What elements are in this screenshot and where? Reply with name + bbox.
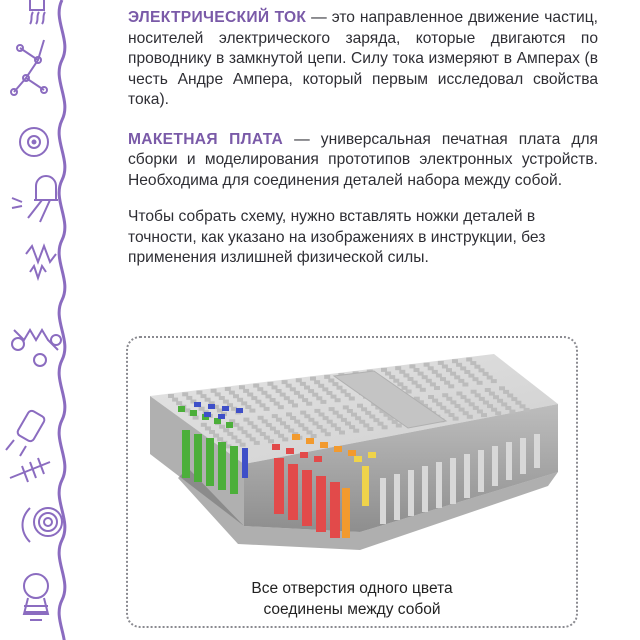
- board-hole: [471, 390, 477, 394]
- board-hole: [520, 404, 526, 408]
- board-hole: [201, 423, 207, 427]
- board-hole: [318, 384, 324, 388]
- board-hole: [436, 402, 442, 406]
- board-hole: [438, 361, 444, 365]
- board-hole: [249, 409, 255, 413]
- caption-line-2: соединены между собой: [263, 601, 441, 618]
- figure-caption: [128, 578, 576, 620]
- term-electric-current: ЭЛЕКТРИЧЕСКИЙ ТОК: [128, 9, 307, 26]
- board-hole: [219, 396, 225, 400]
- board-hole: [256, 428, 262, 432]
- board-hole: [304, 414, 310, 418]
- board-hole: [316, 396, 322, 400]
- board-hole: [436, 374, 442, 378]
- board-hole: [324, 375, 330, 379]
- board-hole: [333, 411, 339, 415]
- board-hole: [205, 426, 211, 430]
- board-hole: [363, 423, 369, 427]
- board-hole: [229, 391, 235, 395]
- board-hole: [307, 430, 313, 434]
- board-hole: [262, 419, 268, 423]
- board-hole: [389, 375, 395, 379]
- board-hole: [483, 372, 489, 376]
- board-hole: [359, 420, 365, 424]
- text-content: [128, 8, 598, 269]
- board-hole: [477, 410, 483, 414]
- board-hole: [396, 424, 402, 428]
- board-hole: [420, 388, 426, 392]
- board-hole: [515, 401, 521, 405]
- board-hole: [331, 423, 337, 427]
- board-hole: [257, 387, 263, 391]
- board-hole: [196, 391, 202, 395]
- board-hole: [253, 384, 259, 388]
- led-icon: [12, 176, 58, 222]
- board-hole: [258, 416, 264, 420]
- board-hole: [434, 386, 440, 390]
- board-hole: [341, 389, 347, 393]
- board-hole: [329, 407, 335, 411]
- board-hole: [217, 437, 223, 441]
- board-hole: [505, 406, 511, 410]
- board-hole: [403, 373, 409, 377]
- board-hole: [237, 398, 243, 402]
- board-hole: [223, 428, 229, 432]
- board-hole: [489, 392, 495, 396]
- board-hole: [369, 415, 375, 419]
- board-hole: [240, 443, 246, 447]
- board-hole: [373, 418, 379, 422]
- board-hole: [473, 377, 479, 381]
- resistor-small-icon: [10, 458, 50, 482]
- board-hole: [312, 393, 318, 397]
- board-hole: [270, 398, 276, 402]
- board-hole: [331, 395, 337, 399]
- board-hole: [274, 402, 280, 406]
- board-hole: [227, 432, 233, 436]
- board-hole: [493, 395, 499, 399]
- board-hole: [357, 404, 363, 408]
- board-hole: [337, 414, 343, 418]
- board-hole: [475, 393, 481, 397]
- board-hole: [236, 439, 242, 443]
- board-hole: [450, 400, 456, 404]
- board-hole: [272, 385, 278, 389]
- board-hole: [459, 408, 465, 412]
- board-hole: [361, 407, 367, 411]
- board-hole: [313, 421, 319, 425]
- paragraph-breadboard: [128, 130, 598, 192]
- board-hole: [282, 380, 288, 384]
- board-hole: [320, 400, 326, 404]
- board-hole: [382, 425, 388, 429]
- board-hole: [343, 405, 349, 409]
- board-hole: [481, 413, 487, 417]
- board-hole: [365, 411, 371, 415]
- paragraph-instructions: Чтобы собрать схему, нужно вставлять ножки деталей в точности, как указано на изображениях в инструкции, без применения излишней физической силы.: [128, 208, 546, 266]
- board-hole: [442, 365, 448, 369]
- board-hole: [347, 409, 353, 413]
- board-hole: [245, 405, 251, 409]
- board-hole: [406, 390, 412, 394]
- board-hole: [430, 382, 436, 386]
- board-hole: [250, 437, 256, 441]
- board-hole: [252, 425, 258, 429]
- board-hole: [446, 397, 452, 401]
- definition-breadboard: — универсальная печатная плата для сборки и моделирования прототипов электронных устройств. Необходима для соединения деталей набора между собой.: [128, 130, 598, 189]
- board-hole: [184, 408, 190, 412]
- board-hole: [284, 396, 290, 400]
- board-hole: [446, 368, 452, 372]
- board-hole: [428, 395, 434, 399]
- board-hole: [454, 375, 460, 379]
- board-hole: [466, 358, 472, 362]
- board-hole: [215, 392, 221, 396]
- board-hole: [409, 364, 415, 368]
- board-hole: [199, 407, 205, 411]
- board-hole: [280, 421, 286, 425]
- board-hole: [444, 409, 450, 413]
- board-hole: [268, 439, 274, 443]
- board-hole: [345, 422, 351, 426]
- board-hole: [304, 386, 310, 390]
- board-hole: [243, 418, 249, 422]
- board-hole: [223, 400, 229, 404]
- board-hole: [367, 427, 373, 431]
- board-hole: [418, 372, 424, 376]
- board-hole: [460, 366, 466, 370]
- board-hole: [264, 407, 270, 411]
- board-hole: [444, 381, 450, 385]
- board-hole: [211, 389, 217, 393]
- board-hole: [332, 382, 338, 386]
- board-hole: [266, 394, 272, 398]
- board-hole: [266, 423, 272, 427]
- board-hole: [463, 411, 469, 415]
- board-hole: [474, 365, 480, 369]
- target-icon: [20, 128, 48, 156]
- board-hole: [378, 422, 384, 426]
- board-hole: [432, 370, 438, 374]
- board-hole: [428, 366, 434, 370]
- board-hole: [241, 401, 247, 405]
- board-hole: [414, 368, 420, 372]
- board-hole: [168, 394, 174, 398]
- board-hole: [308, 418, 314, 422]
- board-hole: [355, 416, 361, 420]
- board-hole: [302, 398, 308, 402]
- board-hole: [440, 406, 446, 410]
- board-hole: [237, 427, 243, 431]
- board-hole: [461, 395, 467, 399]
- board-hole: [300, 411, 306, 415]
- resistor-icon: [12, 330, 61, 366]
- board-hole: [219, 425, 225, 429]
- board-hole: [351, 413, 357, 417]
- board-hole: [278, 434, 284, 438]
- board-hole: [341, 418, 347, 422]
- board-hole: [487, 376, 493, 380]
- board-hole: [239, 385, 245, 389]
- board-hole: [242, 430, 248, 434]
- board-hole: [497, 399, 503, 403]
- board-hole: [322, 387, 328, 391]
- board-hole: [479, 397, 485, 401]
- board-hole: [349, 425, 355, 429]
- board-hole: [339, 431, 345, 435]
- board-hole: [306, 402, 312, 406]
- board-hole: [233, 394, 239, 398]
- board-hole: [284, 425, 290, 429]
- board-hole: [296, 378, 302, 382]
- board-hole: [453, 417, 459, 421]
- paragraph-electric-current: [128, 8, 598, 111]
- board-hole: [317, 425, 323, 429]
- board-hole: [485, 388, 491, 392]
- board-hole: [278, 405, 284, 409]
- board-hole: [310, 377, 316, 381]
- board-hole: [524, 408, 530, 412]
- board-hole: [509, 410, 515, 414]
- board-hole: [282, 437, 288, 441]
- board-hole: [397, 382, 403, 386]
- board-hole: [491, 408, 497, 412]
- board-hole: [254, 441, 260, 445]
- board-hole: [290, 387, 296, 391]
- board-hole: [182, 392, 188, 396]
- board-hole: [290, 416, 296, 420]
- board-hole: [225, 387, 231, 391]
- breadboard-figure: [126, 336, 578, 628]
- board-hole: [349, 397, 355, 401]
- board-hole: [511, 397, 517, 401]
- board-hole: [325, 432, 331, 436]
- board-hole: [464, 370, 470, 374]
- board-hole: [450, 372, 456, 376]
- board-hole: [353, 429, 359, 433]
- board-hole: [469, 402, 475, 406]
- board-hole: [247, 393, 253, 397]
- board-hole: [473, 406, 479, 410]
- board-hole: [399, 370, 405, 374]
- capacitor-icon: [6, 409, 46, 456]
- board-hole: [448, 384, 454, 388]
- board-hole: [300, 382, 306, 386]
- board-hole: [487, 404, 493, 408]
- board-hole: [456, 392, 462, 396]
- board-hole: [495, 411, 501, 415]
- board-hole: [176, 401, 182, 405]
- board-hole: [412, 381, 418, 385]
- board-hole: [267, 382, 273, 386]
- board-hole: [311, 434, 317, 438]
- decorative-sidebar: [0, 0, 80, 640]
- board-hole: [248, 421, 254, 425]
- board-hole: [452, 359, 458, 363]
- board-hole: [251, 396, 257, 400]
- board-hole: [294, 391, 300, 395]
- board-hole: [455, 404, 461, 408]
- board-hole: [424, 363, 430, 367]
- board-hole: [395, 366, 401, 370]
- board-hole: [276, 418, 282, 422]
- zigzag-icon: [26, 246, 56, 278]
- board-hole: [260, 432, 266, 436]
- board-hole: [468, 374, 474, 378]
- board-hole: [345, 393, 351, 397]
- board-hole: [231, 436, 237, 440]
- board-hole: [326, 391, 332, 395]
- board-hole: [205, 398, 211, 402]
- board-hole: [302, 427, 308, 431]
- board-hole: [470, 361, 476, 365]
- board-hole: [432, 399, 438, 403]
- board-hole: [298, 395, 304, 399]
- board-hole: [323, 416, 329, 420]
- board-hole: [213, 434, 219, 438]
- board-hole: [491, 379, 497, 383]
- board-hole: [292, 403, 298, 407]
- board-hole: [314, 409, 320, 413]
- board-hole: [276, 389, 282, 393]
- board-hole: [328, 379, 334, 383]
- board-hole: [499, 386, 505, 390]
- board-hole: [449, 413, 455, 417]
- network-icon: [11, 40, 47, 95]
- caption-line-1: Все отверстия одного цвета: [251, 580, 453, 597]
- board-hole: [477, 381, 483, 385]
- board-hole: [335, 398, 341, 402]
- board-hole: [270, 427, 276, 431]
- board-hole: [456, 363, 462, 367]
- board-hole: [308, 389, 314, 393]
- board-hole: [327, 420, 333, 424]
- board-hole: [172, 398, 178, 402]
- board-hole: [321, 429, 327, 433]
- board-hole: [483, 401, 489, 405]
- board-hole: [246, 434, 252, 438]
- board-hole: [288, 400, 294, 404]
- board-hole: [201, 394, 207, 398]
- board-hole: [416, 384, 422, 388]
- board-hole: [393, 379, 399, 383]
- board-hole: [319, 413, 325, 417]
- board-hole: [467, 415, 473, 419]
- board-hole: [272, 414, 278, 418]
- board-hole: [426, 379, 432, 383]
- board-hole: [479, 368, 485, 372]
- board-hole: [408, 377, 414, 381]
- board-hole: [501, 402, 507, 406]
- wavy-line: [59, 0, 65, 640]
- coil-icon: [23, 508, 63, 542]
- board-hole: [314, 380, 320, 384]
- board-hole: [286, 412, 292, 416]
- board-hole: [294, 420, 300, 424]
- board-hole: [465, 399, 471, 403]
- board-hole: [422, 375, 428, 379]
- board-hole: [503, 390, 509, 394]
- board-hole: [288, 429, 294, 433]
- board-hole: [233, 423, 239, 427]
- board-hole: [186, 396, 192, 400]
- board-hole: [442, 393, 448, 397]
- board-hole: [286, 384, 292, 388]
- board-hole: [462, 383, 468, 387]
- board-hole: [458, 379, 464, 383]
- board-hole: [261, 391, 267, 395]
- definition-electric-current: — это направленное движение частиц, носителей электрического заряда, которые двигаются по проводнику в замкнутой цепи. Силу тока измеряют в Амперах (в честь Андре Ампера, который первым исследовал свойства тока).: [128, 9, 598, 108]
- board-hole: [385, 372, 391, 376]
- board-hole: [440, 377, 446, 381]
- board-hole: [381, 368, 387, 372]
- board-hole: [298, 423, 304, 427]
- board-hole: [255, 400, 261, 404]
- board-hole: [280, 393, 286, 397]
- board-hole: [243, 389, 249, 393]
- term-breadboard: МАКЕТНАЯ ПЛАТА: [128, 130, 284, 148]
- board-hole: [260, 403, 266, 407]
- grid-icon: [30, 0, 44, 10]
- lightbulb-icon: [24, 574, 48, 620]
- heater-icon: [30, 12, 45, 24]
- board-hole: [337, 386, 343, 390]
- board-hole: [402, 386, 408, 390]
- board-hole: [335, 427, 341, 431]
- board-hole: [264, 436, 270, 440]
- board-hole: [507, 394, 513, 398]
- board-hole: [193, 416, 199, 420]
- board-hole: [274, 430, 280, 434]
- board-hole: [209, 430, 215, 434]
